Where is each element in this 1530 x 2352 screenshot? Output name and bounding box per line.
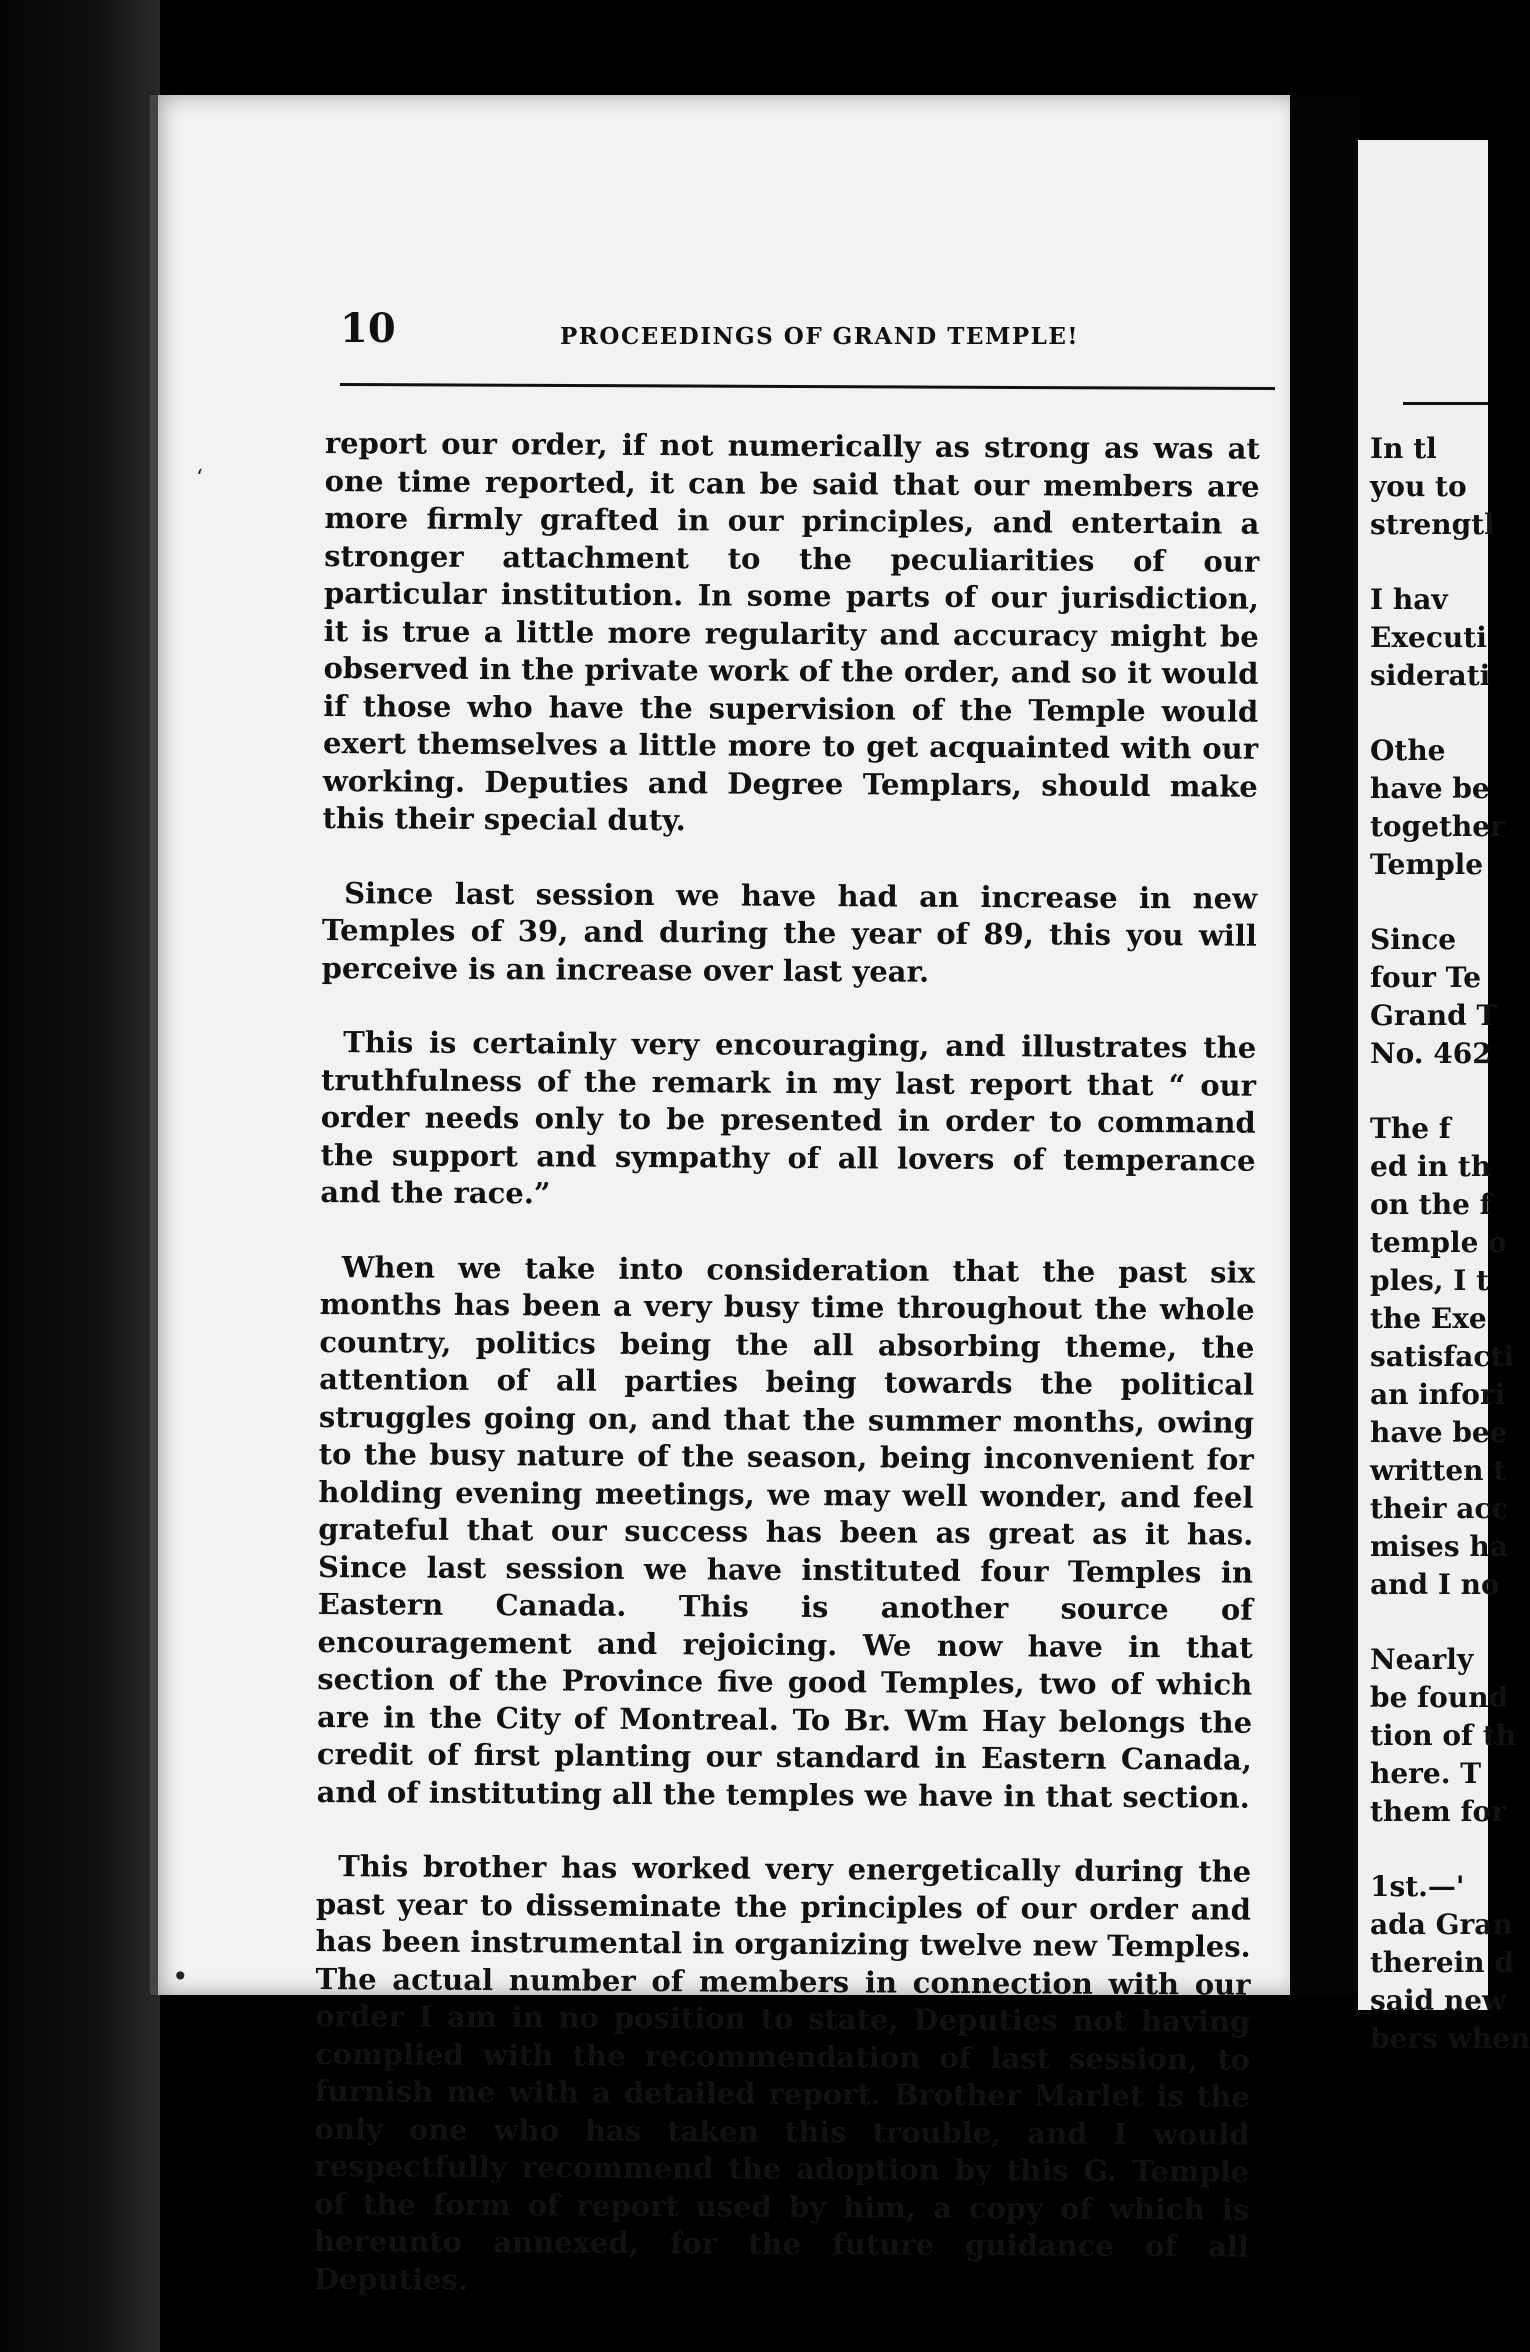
facing-page-line: together	[1370, 810, 1505, 843]
facing-page-line: temple o	[1370, 1226, 1507, 1259]
facing-page-line: ada Gran	[1370, 1908, 1513, 1941]
margin-speck: ‘	[196, 466, 203, 491]
facing-page-line: four Te	[1370, 961, 1482, 994]
facing-page-line: I hav	[1370, 583, 1448, 616]
facing-page-gap	[1370, 1073, 1510, 1110]
facing-page-line: have be	[1370, 772, 1490, 805]
facing-page-line: therein d	[1370, 1946, 1514, 1979]
facing-page-line: mises ha	[1370, 1530, 1508, 1563]
margin-dot: •	[172, 1960, 189, 1993]
facing-page-gap	[1370, 1831, 1510, 1868]
facing-page-line: Grand T	[1370, 999, 1498, 1032]
page-header	[340, 305, 1280, 355]
facing-page-line: bers when	[1370, 2022, 1530, 2055]
facing-page-line: have bee	[1370, 1416, 1508, 1449]
facing-page-rule	[1403, 402, 1488, 405]
facing-page-line: you to	[1370, 470, 1467, 503]
facing-page-gap	[1370, 544, 1510, 581]
book-gutter	[1290, 95, 1360, 1995]
facing-page-fragment	[1358, 140, 1530, 2055]
paragraph-5: This brother has worked very energetically during the past year to disseminate the principles of our order and has been instrumental in organizing twelve new Temples. The actual number of members in connection with our order I am in no position to state, Deputies not having complied with the recommendation of last session, to furnish me with a detailed report. Brother Marlet is the only one who has taken this trouble, and I would respectfully recommend the adoption by this G. Temple of the form of report used by him, a copy of which is hereunto annexed, for the future guidance of all Deputies.	[313, 1849, 1252, 2297]
facing-page-line: Othe	[1370, 734, 1446, 767]
facing-page-line: In tl	[1370, 432, 1437, 465]
paragraph-4: When we take into consideration that the past six months has been a very busy time throughout the whole country, politics being the all absorbing theme, the attention of all parties being towards the political struggles going on, and that the summer months, owing to the busy nature of the season, being inconvenient for holding evening meetings, we may well wonder, and feel grateful that our success has been as great as it has. Since last session we have instituted four Temples in Eastern Canada. This is another source of encouragement and rejoicing. We now have in that section of the Province five good Temples, two of which are in the City of Montreal. To Br. Wm Hay belongs the credit of first planting our standard in Eastern Canada, and of instituting all the temples we have in that section.	[316, 1249, 1255, 1815]
facing-page-gap	[1370, 695, 1510, 732]
paragraph-1: report our order, if not numerically as strong as was at one time reported, it can be said that our members are more firmly grafted in our principles, and entertain a stronger attachment to the peculiarities of our particular institution. In some parts of our jurisdiction, it is true a little more regularity and accuracy might be observed in the private work of the order, and so it would if those who have the supervision of the Temple would exert themselves a little more to get acquainted with our working. Deputies and Degree Templars, should make this their special duty.	[322, 425, 1260, 838]
facing-page-line: written t	[1370, 1454, 1507, 1487]
facing-page-line: siderati	[1370, 659, 1491, 692]
facing-page-line: Executi	[1370, 621, 1487, 654]
facing-page-line: No. 462	[1370, 1037, 1492, 1070]
facing-page-line: Temple	[1370, 848, 1484, 881]
paragraph-3: This is certainly very encouraging, and illustrates the truthfulness of the remark in my last report that “ our order needs only to be presented in order to command the support and sympathy of all lovers of temperance and the race.”	[320, 1025, 1257, 1211]
facing-page-line: Since	[1370, 923, 1457, 956]
facing-page-line: an infori	[1370, 1378, 1506, 1411]
facing-page-line: their acc	[1370, 1492, 1509, 1525]
facing-page-line: the Exe	[1370, 1302, 1487, 1335]
facing-page-text	[1370, 430, 1530, 2058]
facing-page-line: here. T	[1370, 1757, 1482, 1790]
running-head: PROCEEDINGS OF GRAND TEMPLE!	[560, 323, 1079, 350]
facing-page-line: The f	[1370, 1112, 1451, 1145]
facing-page-line: ples, I t	[1370, 1264, 1490, 1297]
facing-page-line: 1st.—'	[1370, 1870, 1465, 1903]
facing-page-gap	[1370, 1604, 1510, 1641]
facing-page-line: said new	[1370, 1984, 1507, 2017]
book-binding-shadow	[0, 0, 160, 2352]
facing-page-line: tion of th	[1370, 1719, 1517, 1752]
facing-page-line: and I no	[1370, 1568, 1500, 1601]
page-edge	[150, 95, 158, 1995]
facing-page-line: ed in th	[1370, 1150, 1492, 1183]
facing-page-line: Nearly	[1370, 1643, 1474, 1676]
page-number: 10	[340, 305, 396, 352]
facing-page-line: them for	[1370, 1795, 1506, 1828]
paragraph-2: Since last session we have had an increase in new Temples of 39, and during the year of 89, this you will perceive is an increase over last year.	[321, 875, 1258, 989]
facing-page-line: strengtl	[1370, 508, 1495, 541]
facing-page-gap	[1370, 884, 1510, 921]
facing-page-line: satisfacti	[1370, 1340, 1515, 1373]
body-text	[313, 425, 1260, 2341]
facing-page-line: be found	[1370, 1681, 1509, 1714]
facing-page-line: on the f	[1370, 1188, 1492, 1221]
